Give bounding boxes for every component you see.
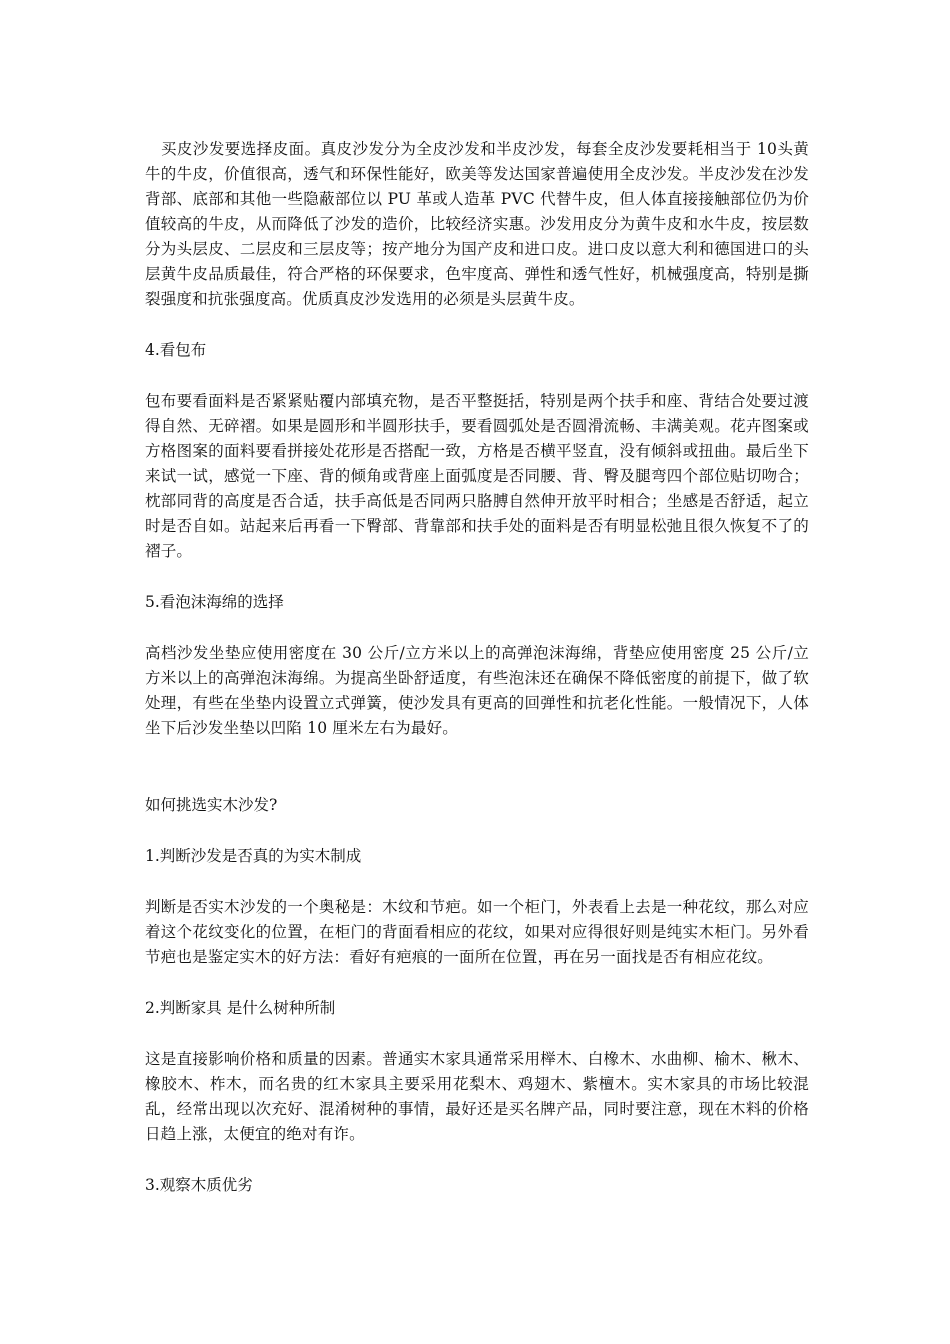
heading-foam: 5.看泡沫海绵的选择 <box>145 593 284 611</box>
paragraph-fabric: 包布要看面料是否紧紧贴覆内部填充物，是否平整挺括，特别是两个扶手和座、背结合处要过渡得自然、无碎褶。如果是圆形和半圆形扶手，要看圆弧处是否圆滑流畅、丰满美观。花卉图案或方格图案的面料要看拼接处花形是否搭配一致，方格是否横平竖直，没有倾斜或扭曲。最后坐下来试一试，感觉一下座、背的倾角或背座上面弧度是否同腰、背、臀及腿弯四个部位贴切吻合；枕部同背的高度是否合适，扶手高低是否同两只胳膊自然伸开放平时相合；坐感是否舒适，起立时是否自如。站起来后再看一下臀部、背靠部和扶手处的面料是否有明显松弛且很久恢复不了的褶子。 <box>145 392 809 560</box>
heading-wood-species: 2.判断家具 是什么树种所制 <box>145 999 336 1017</box>
document-page <box>145 137 809 1198</box>
paragraph-judge-solid-wood: 判断是否实木沙发的一个奥秘是：木纹和节疤。如一个柜门，外表看上去是一种花纹，那么对应着这个花纹变化的位置，在柜门的背面看相应的花纹，如果对应得很好则是纯实木柜门。另外看节疤也是鉴定实木的好方法：看好有疤痕的一面所在位置，再在另一面找是否有相应花纹。 <box>145 898 809 966</box>
paragraph-wood-species: 这是直接影响价格和质量的因素。普通实木家具通常采用榉木、白橡木、水曲柳、榆木、楸木、橡胶木、柞木，而名贵的红木家具主要采用花梨木、鸡翅木、紫檀木。实木家具的市场比较混乱，经常出现以次充好、混淆树种的事情，最好还是买名牌产品，同时要注意，现在木料的价格日趋上涨，太便宜的绝对有诈。 <box>145 1050 809 1143</box>
heading-solid-wood-sofa: 如何挑选实木沙发? <box>145 796 278 814</box>
paragraph-leather-selection: 买皮沙发要选择皮面。真皮沙发分为全皮沙发和半皮沙发，每套全皮沙发要耗相当于 10头黄牛的牛皮，价值很高，透气和环保性能好，欧美等发达国家普遍使用全皮沙发。半皮沙发在沙发背部、底部和其他一些隐蔽部位以 PU 革或人造革 PVC 代替牛皮，但人体直接接触部位仍为价值较高的牛皮，从而降低了沙发的造价，比较经济实惠。沙发用皮分为黄牛皮和水牛皮，按层数分为头层皮、二层皮和三层皮等；按产地分为国产皮和进口皮。进口皮以意大利和德国进口的头层黄牛皮品质最佳，符合严格的环保要求，色牢度高、弹性和透气性好，机械强度高，特别是撕裂强度和抗张强度高。优质真皮沙发选用的必须是头层黄牛皮。 <box>145 140 809 308</box>
heading-judge-solid-wood: 1.判断沙发是否真的为实木制成 <box>145 847 362 865</box>
heading-fabric: 4.看包布 <box>145 341 207 359</box>
heading-wood-quality: 3.观察木质优劣 <box>145 1176 253 1194</box>
paragraph-foam: 高档沙发坐垫应使用密度在 30 公斤/立方米以上的高弹泡沫海绵，背垫应使用密度 25 公斤/立方米以上的高弹泡沫海绵。为提高坐卧舒适度，有些泡沫还在确保不降低密度的前提下，做了软处理，有些在坐垫内设置立式弹簧，使沙发具有更高的回弹性和抗老化性能。一般情况下，人体坐下后沙发坐垫以凹陷 10 厘米左右为最好。 <box>145 644 809 737</box>
